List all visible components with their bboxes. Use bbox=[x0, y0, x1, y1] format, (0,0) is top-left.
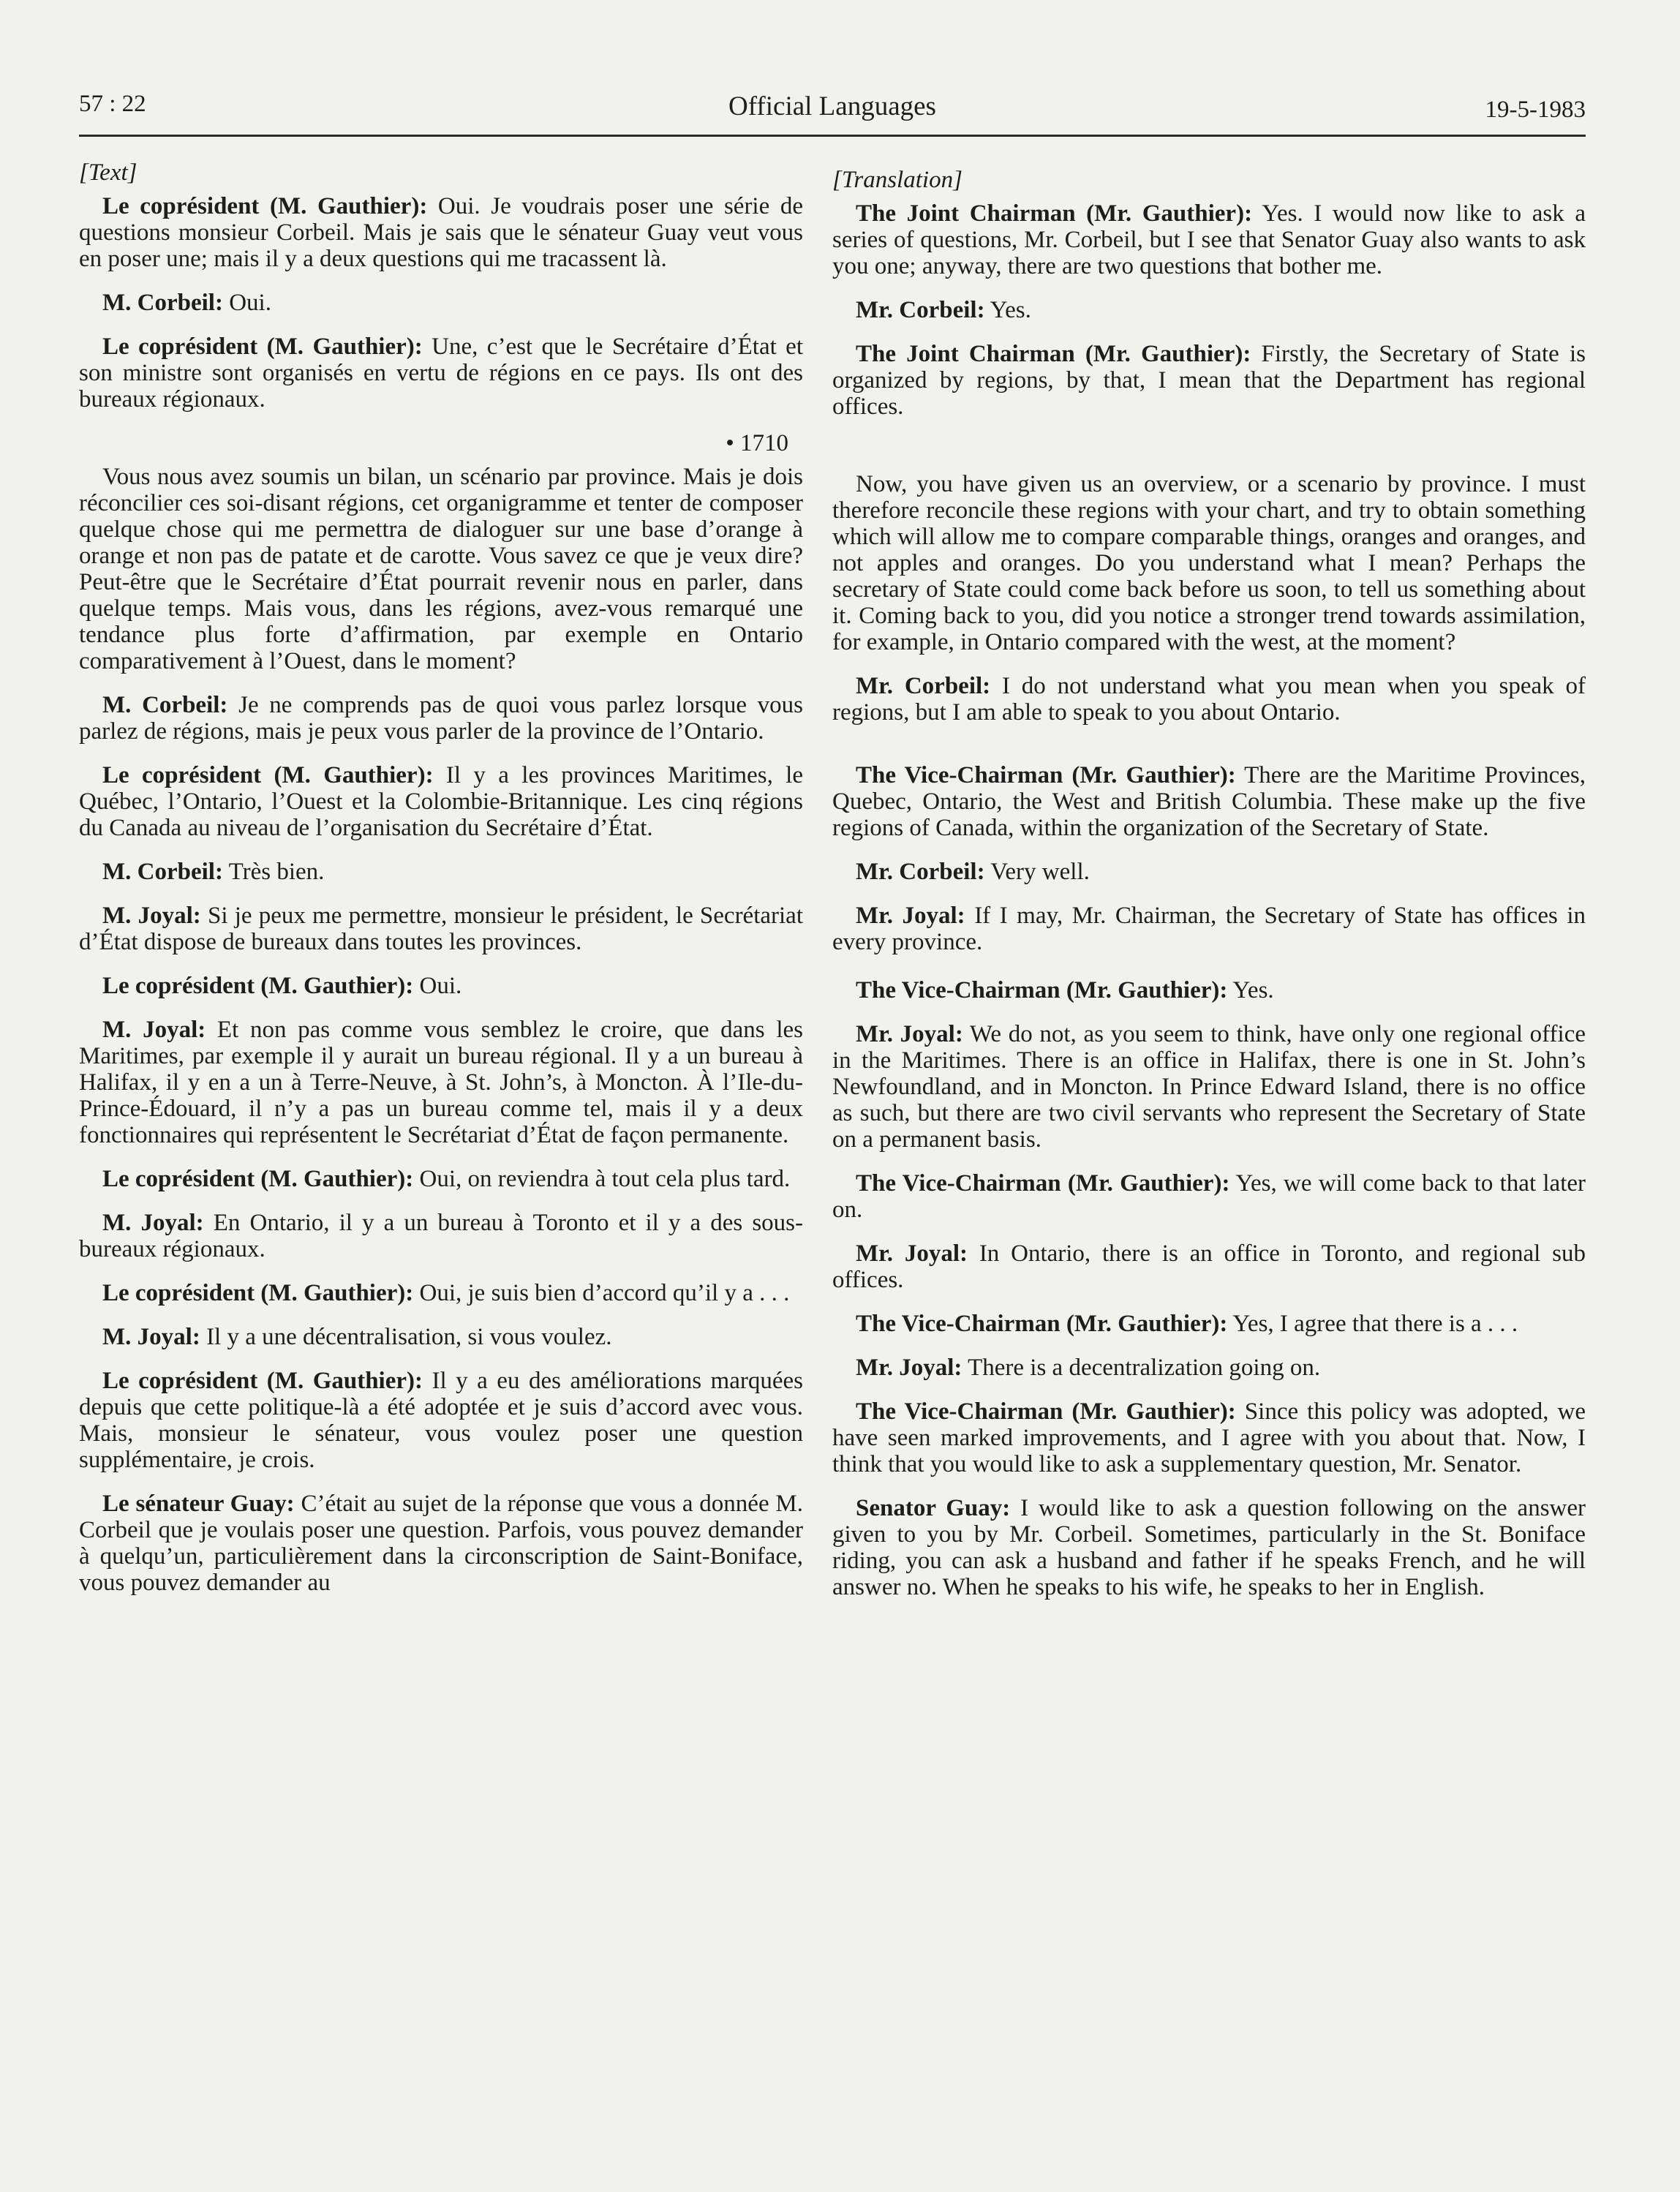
transcript-paragraph bbox=[79, 859, 803, 885]
transcript-paragraph bbox=[832, 297, 1586, 323]
transcript-paragraph bbox=[79, 1491, 803, 1596]
speech-text: Si je peux me permettre, monsieur le président, le Secrétariat d’État dispose de bureaux dans toutes les provinces. bbox=[79, 903, 803, 955]
transcript-paragraph bbox=[79, 290, 803, 316]
speech-text: Firstly, the Secretary of State is organized by regions, by that, I mean that the Department has regional offices. bbox=[832, 341, 1586, 420]
translation-tag: [Translation] bbox=[832, 167, 963, 193]
transcript-paragraph bbox=[79, 692, 803, 745]
speech-text: Oui. Je voudrais poser une série de questions monsieur Corbeil. Mais je sais que le sénateur Guay veut vous en poser une; mais il y a deux questions qui me tracassent là. bbox=[79, 193, 803, 272]
speech-text: Oui. bbox=[413, 973, 462, 999]
speaker-name: Mr. Joyal: bbox=[856, 1355, 963, 1381]
speech-text: Yes. bbox=[984, 297, 1031, 323]
speaker-name: Le coprésident (M. Gauthier): bbox=[102, 1166, 414, 1192]
transcript-paragraph bbox=[79, 1324, 803, 1350]
page-date: 19-5-1983 bbox=[1485, 97, 1586, 123]
speech-text: In Ontario, there is an office in Toronto, and regional sub offices. bbox=[832, 1240, 1586, 1293]
speaker-name: The Joint Chairman (Mr. Gauthier): bbox=[856, 341, 1251, 367]
page-number: 57 : 22 bbox=[79, 91, 146, 117]
speaker-name: M. Corbeil: bbox=[102, 692, 228, 718]
speech-text: Très bien. bbox=[222, 859, 325, 885]
speaker-name: Mr. Corbeil: bbox=[856, 673, 991, 699]
speaker-name: Le sénateur Guay: bbox=[102, 1491, 295, 1517]
speech-text: Je ne comprends pas de quoi vous parlez lorsque vous parlez de régions, mais je peux vous parler de la province de l’Ontario. bbox=[79, 692, 804, 745]
speech-text: I would like to ask a question following on the answer given to you by Mr. Corbeil. Sometimes, particularly in the St. Boniface riding, you can ask a husband and father if he speaks French, and he will answer no. When he speaks to his wife, he speaks to her in English. bbox=[832, 1495, 1586, 1600]
speaker-name: Le coprésident (M. Gauthier): bbox=[102, 1280, 414, 1306]
transcript-paragraph bbox=[79, 1280, 803, 1306]
transcript-paragraph bbox=[79, 193, 803, 272]
speaker-name: Mr. Joyal: bbox=[856, 903, 965, 929]
speech-text: Il y a une décentralisation, si vous voulez. bbox=[200, 1324, 612, 1350]
speaker-name: M. Joyal: bbox=[102, 1210, 204, 1236]
text-tag: [Text] bbox=[79, 159, 138, 186]
speech-text: Yes, I agree that there is a . . . bbox=[1227, 1311, 1518, 1337]
speech-text: We do not, as you seem to think, have only one regional office in the Maritimes. There is an office in Halifax, there is one in St. John’s Newfoundland, and in Moncton. In Prince Edward Island, there is no office as such, but there are two civil servants who represent the Secretary of State on a permanent basis. bbox=[832, 1021, 1586, 1153]
transcript-paragraph bbox=[832, 859, 1586, 885]
english-column bbox=[832, 167, 1586, 1618]
speech-text: There is a decentralization going on. bbox=[962, 1355, 1321, 1381]
transcript-paragraph bbox=[832, 903, 1586, 955]
transcript-paragraph bbox=[79, 762, 803, 841]
speech-text: En Ontario, il y a un bureau à Toronto et il y a des sous-bureaux régionaux. bbox=[79, 1210, 803, 1262]
speaker-name: The Vice-Chairman (Mr. Gauthier): bbox=[856, 762, 1236, 788]
transcript-paragraph bbox=[832, 1170, 1586, 1223]
transcript-paragraph bbox=[832, 1495, 1586, 1600]
transcript-paragraph bbox=[832, 471, 1586, 655]
speech-text: Une, c’est que le Secrétaire d’État et son ministre sont organisés en vertu de régions en ce pays. Ils ont des bureaux régionaux. bbox=[79, 334, 803, 413]
transcript-paragraph bbox=[79, 1017, 803, 1148]
speaker-name: The Joint Chairman (Mr. Gauthier): bbox=[856, 200, 1253, 227]
speech-text: Very well. bbox=[984, 859, 1090, 885]
speaker-name: The Vice-Chairman (Mr. Gauthier): bbox=[856, 977, 1228, 1003]
speech-text: Yes. I would now like to ask a series of questions, Mr. Corbeil, but I see that Senator Guay also wants to ask you one; anyway, there are two questions that bother me. bbox=[832, 200, 1586, 279]
speaker-name: Senator Guay: bbox=[856, 1495, 1011, 1521]
french-column bbox=[79, 159, 803, 1613]
speech-text: Oui, on reviendra à tout cela plus tard. bbox=[413, 1166, 791, 1192]
speaker-name: Mr. Joyal: bbox=[856, 1021, 963, 1047]
speaker-name: Le coprésident (M. Gauthier): bbox=[102, 762, 434, 788]
speech-text: Since this policy was adopted, we have seen marked improvements, and I agree with you about that. Now, I think that you would like to ask a supplementary question, Mr. Senator. bbox=[832, 1398, 1586, 1477]
transcript-paragraph bbox=[832, 977, 1586, 1003]
running-title: Official Languages bbox=[728, 91, 936, 121]
speaker-name: The Vice-Chairman (Mr. Gauthier): bbox=[856, 1170, 1230, 1197]
transcript-paragraph bbox=[832, 341, 1586, 420]
speech-text: Vous nous avez soumis un bilan, un scénario par province. Mais je dois réconcilier ces soi-disant régions, cet organigramme et tenter de composer quelque chose qui me permettra de dialoguer sur une base d’orange à orange et non pas de patate et de carotte. Vous savez ce que je veux dire? Peut-être que le Secrétaire d’État pourrait revenir nous en parler, dans quelque temps. Mais vous, dans les régions, avez-vous remarqué une tendance plus forte d’affirmation, par exemple en Ontario comparativement à l’Ouest, dans le moment? bbox=[79, 464, 803, 674]
speech-text: I do not understand what you mean when you speak of regions, but I am able to speak to you about Ontario. bbox=[832, 673, 1586, 726]
speaker-name: The Vice-Chairman (Mr. Gauthier): bbox=[856, 1311, 1228, 1337]
speech-text: Yes. bbox=[1227, 977, 1274, 1003]
transcript-paragraph bbox=[79, 1210, 803, 1262]
transcript-paragraph bbox=[832, 762, 1586, 841]
transcript-paragraph bbox=[79, 334, 803, 413]
speaker-name: Le coprésident (M. Gauthier): bbox=[102, 334, 423, 360]
speech-text: C’était au sujet de la réponse que vous a donnée M. Corbeil que je voulais poser une question. Parfois, vous pouvez demander à quelqu’un, particulièrement dans la circonscription de Saint-Boniface, vous pouvez demander au bbox=[79, 1491, 803, 1596]
speech-text: If I may, Mr. Chairman, the Secretary of State has offices in every province. bbox=[832, 903, 1586, 955]
transcript-paragraph bbox=[79, 973, 803, 999]
time-marker: • 1710 bbox=[726, 430, 788, 456]
speaker-name: Le coprésident (M. Gauthier): bbox=[102, 1368, 423, 1394]
speaker-name: Le coprésident (M. Gauthier): bbox=[102, 973, 414, 999]
speech-text: Yes, we will come back to that later on. bbox=[832, 1170, 1586, 1223]
transcript-paragraph bbox=[79, 903, 803, 955]
speech-text: Now, you have given us an overview, or a scenario by province. I must therefore reconcile these regions with your chart, and try to obtain something which will allow me to compare comparable things, oranges and oranges, and not apples and oranges. Do you understand what I mean? Perhaps the secretary of State could come back before us soon, to tell us something about it. Coming back to you, did you notice a stronger trend towards assimilation, for example, in Ontario compared with the west, at the moment? bbox=[832, 471, 1586, 655]
speaker-name: Mr. Joyal: bbox=[856, 1240, 968, 1267]
speech-text: Oui, je suis bien d’accord qu’il y a . . . bbox=[413, 1280, 790, 1306]
speaker-name: Le coprésident (M. Gauthier): bbox=[102, 193, 428, 219]
transcript-paragraph bbox=[79, 1166, 803, 1192]
transcript-paragraph bbox=[832, 1355, 1586, 1381]
speaker-name: M. Joyal: bbox=[102, 903, 201, 929]
transcript-paragraph bbox=[79, 464, 803, 674]
speaker-name: M. Corbeil: bbox=[102, 290, 223, 316]
speaker-name: M. Joyal: bbox=[102, 1324, 200, 1350]
speaker-name: Mr. Corbeil: bbox=[856, 859, 985, 885]
transcript-paragraph bbox=[832, 1311, 1586, 1337]
speech-text: Il y a eu des améliorations marquées depuis que cette politique-là a été adoptée et je suis d’accord avec vous. Mais, monsieur le sénateur, vous voulez poser une question supplémentaire, je crois. bbox=[79, 1368, 803, 1473]
speaker-name: M. Joyal: bbox=[102, 1017, 206, 1043]
speech-text: Oui. bbox=[222, 290, 271, 316]
transcript-paragraph bbox=[832, 200, 1586, 279]
speech-text: Il y a les provinces Maritimes, le Québec, l’Ontario, l’Ouest et la Colombie-Britannique. Les cinq régions du Canada au niveau de l’organisation du Secrétaire d’État. bbox=[79, 762, 803, 841]
speech-text: There are the Maritime Provinces, Quebec, Ontario, the West and British Columbia. These make up the five regions of Canada, within the organization of the Secretary of State. bbox=[832, 762, 1586, 841]
transcript-paragraph bbox=[832, 1240, 1586, 1293]
transcript-paragraph bbox=[832, 673, 1586, 726]
transcript-paragraph bbox=[832, 1021, 1586, 1153]
page-header bbox=[79, 88, 1586, 137]
speech-text: Et non pas comme vous semblez le croire, que dans les Maritimes, par exemple il y aurait un bureau régional. Il y a un bureau à Halifax, il y en a un à Terre-Neuve, à St. John’s, à Moncton. À l’Ile-du-Prince-Édouard, il n’y a pas un bureau comme tel, mais il y a deux fonctionnaires qui représentent le Secrétariat d’État de façon permanente. bbox=[79, 1017, 803, 1148]
transcript-paragraph bbox=[832, 1398, 1586, 1477]
speaker-name: Mr. Corbeil: bbox=[856, 297, 985, 323]
speaker-name: M. Corbeil: bbox=[102, 859, 223, 885]
transcript-paragraph bbox=[79, 1368, 803, 1473]
speaker-name: The Vice-Chairman (Mr. Gauthier): bbox=[856, 1398, 1236, 1425]
